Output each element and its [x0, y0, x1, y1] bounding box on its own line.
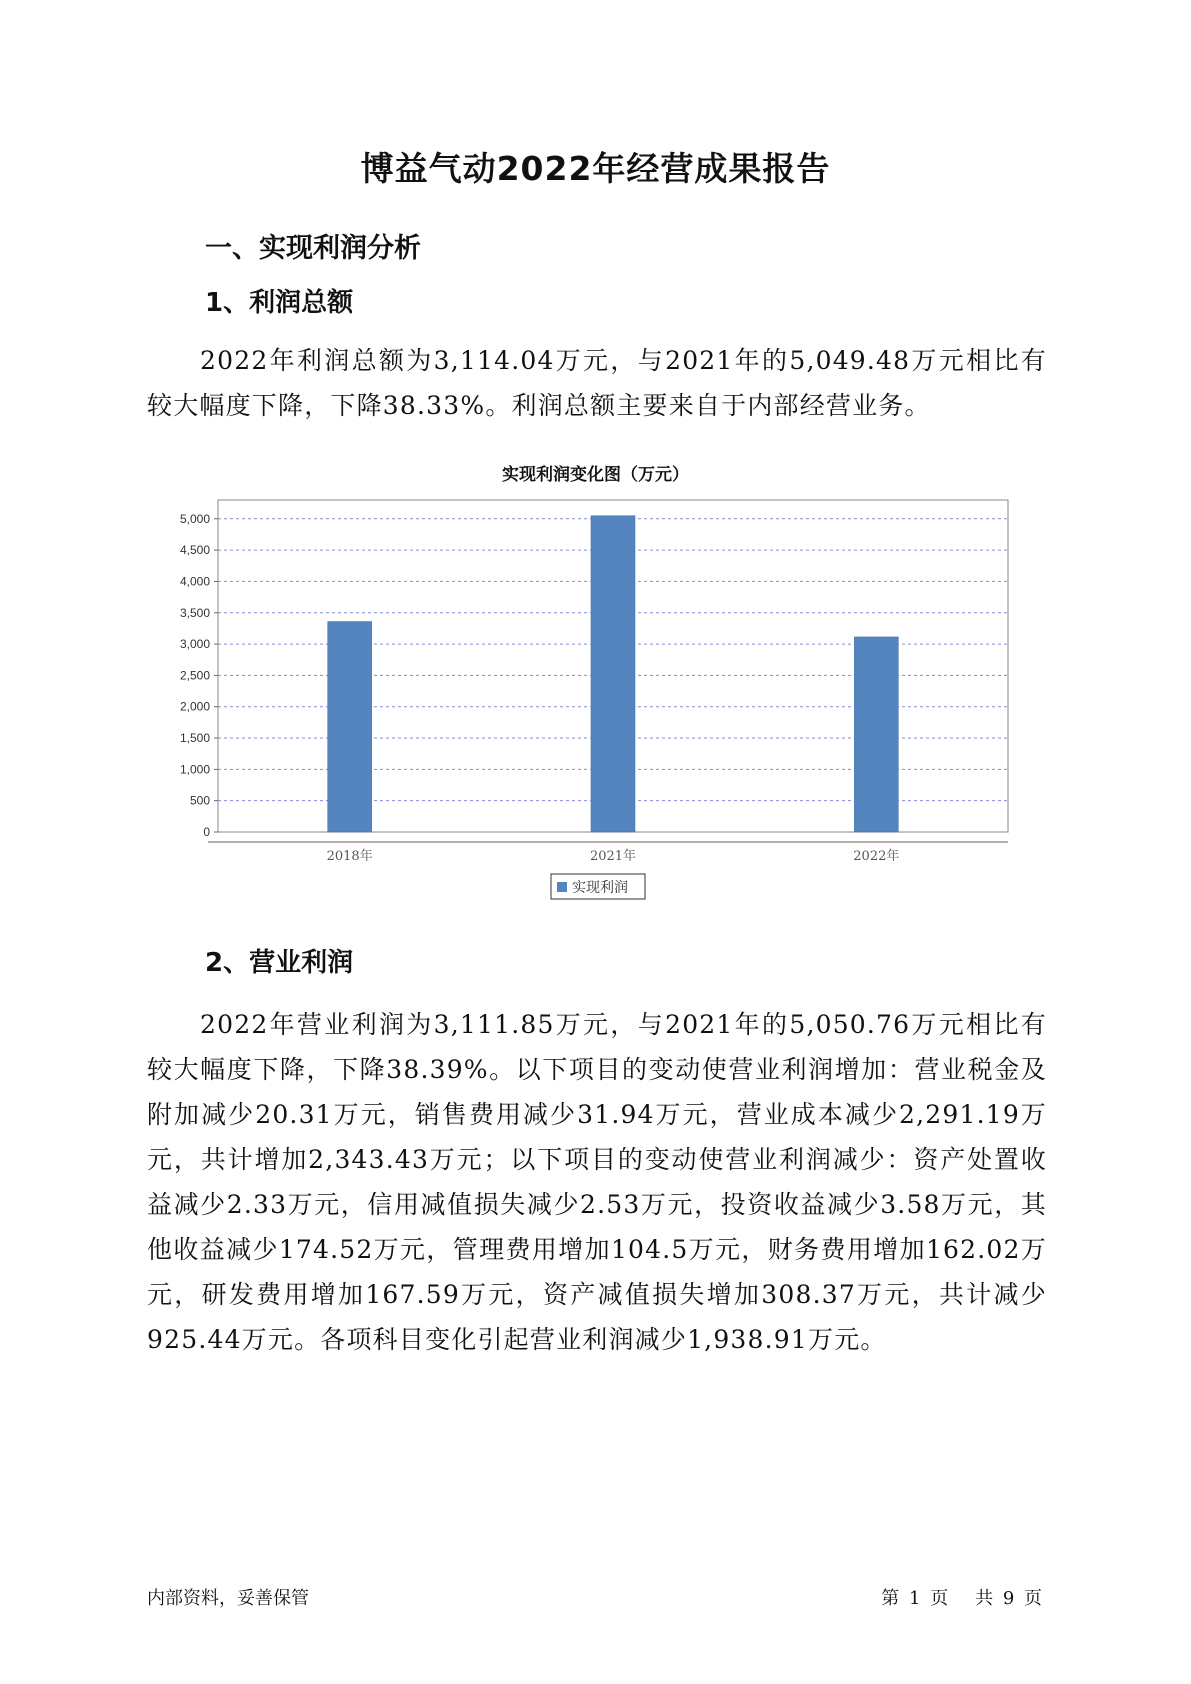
- paragraph-total-profit: 2022年利润总额为3,114.04万元，与2021年的5,049.48万元相比有较大幅度下降，下降38.33%。利润总额主要来自于内部经营业务。: [147, 346, 1047, 420]
- x-tick-label: 2018年: [326, 849, 373, 864]
- total-prefix: 共: [975, 1588, 994, 1609]
- y-tick-label: 3,500: [179, 605, 210, 620]
- subheading-total-profit: 1、利润总额: [205, 288, 354, 318]
- y-tick-label: 5,000: [179, 511, 210, 526]
- total-pages: 9: [1002, 1588, 1015, 1609]
- footer-page-info: [879, 1584, 1044, 1610]
- chart-title: 实现利润变化图（万元）: [502, 465, 689, 485]
- x-tick-label: 2021年: [589, 849, 637, 864]
- section-heading-profit-analysis: 一、实现利润分析: [205, 233, 421, 264]
- x-tick-label: 2022年: [853, 849, 900, 864]
- total-suffix: 页: [1024, 1588, 1042, 1609]
- page-prefix: 第: [881, 1588, 900, 1609]
- bar-2022年: [854, 637, 898, 832]
- legend-swatch: [557, 882, 567, 892]
- bar-2018年: [328, 622, 372, 832]
- y-tick-label: 1,000: [179, 762, 210, 777]
- paragraph-operating-profit: 2022年营业利润为3,111.85万元，与2021年的5,050.76万元相比有较大幅度下降，下降38.39%。以下项目的变动使营业利润增加：营业税金及附加减少20.31万元，销售费用减少31.94万元，营业成本减少2,291.19万元，共计增加2,343.43万元；以下项目的变动使营业利润减少：资产处置收益减少2.33万元，信用减值损失减少2.53万元，投资收益减少3.58万元，其他收益减少174.52万元，管理费用增加104.5万元，财务费用增加162.02万元，研发费用增加167.59万元，资产减值损失增加308.37万元，共计减少925.44万元。各项科目变化引起营业利润减少1,938.91万元。: [147, 1010, 1047, 1354]
- y-tick-label: 4,000: [179, 574, 210, 589]
- y-tick-label: 4,500: [179, 543, 210, 558]
- bar-2021年: [591, 516, 635, 832]
- footer-confidential-note: 内部资料，妥善保管: [147, 1588, 309, 1609]
- page-number: 1: [909, 1588, 921, 1609]
- subheading-operating-profit: 2、营业利润: [205, 948, 354, 978]
- page-suffix: 页: [930, 1588, 949, 1609]
- y-tick-label: 1,500: [179, 731, 210, 746]
- legend-label: 实现利润: [572, 880, 628, 896]
- y-tick-label: 0: [203, 825, 210, 839]
- y-tick-label: 500: [189, 793, 210, 808]
- report-title: 博益气动2022年经营成果报告: [360, 149, 831, 188]
- y-tick-label: 2,500: [179, 668, 210, 683]
- y-tick-label: 2,000: [179, 699, 210, 714]
- y-tick-label: 3,000: [179, 637, 210, 652]
